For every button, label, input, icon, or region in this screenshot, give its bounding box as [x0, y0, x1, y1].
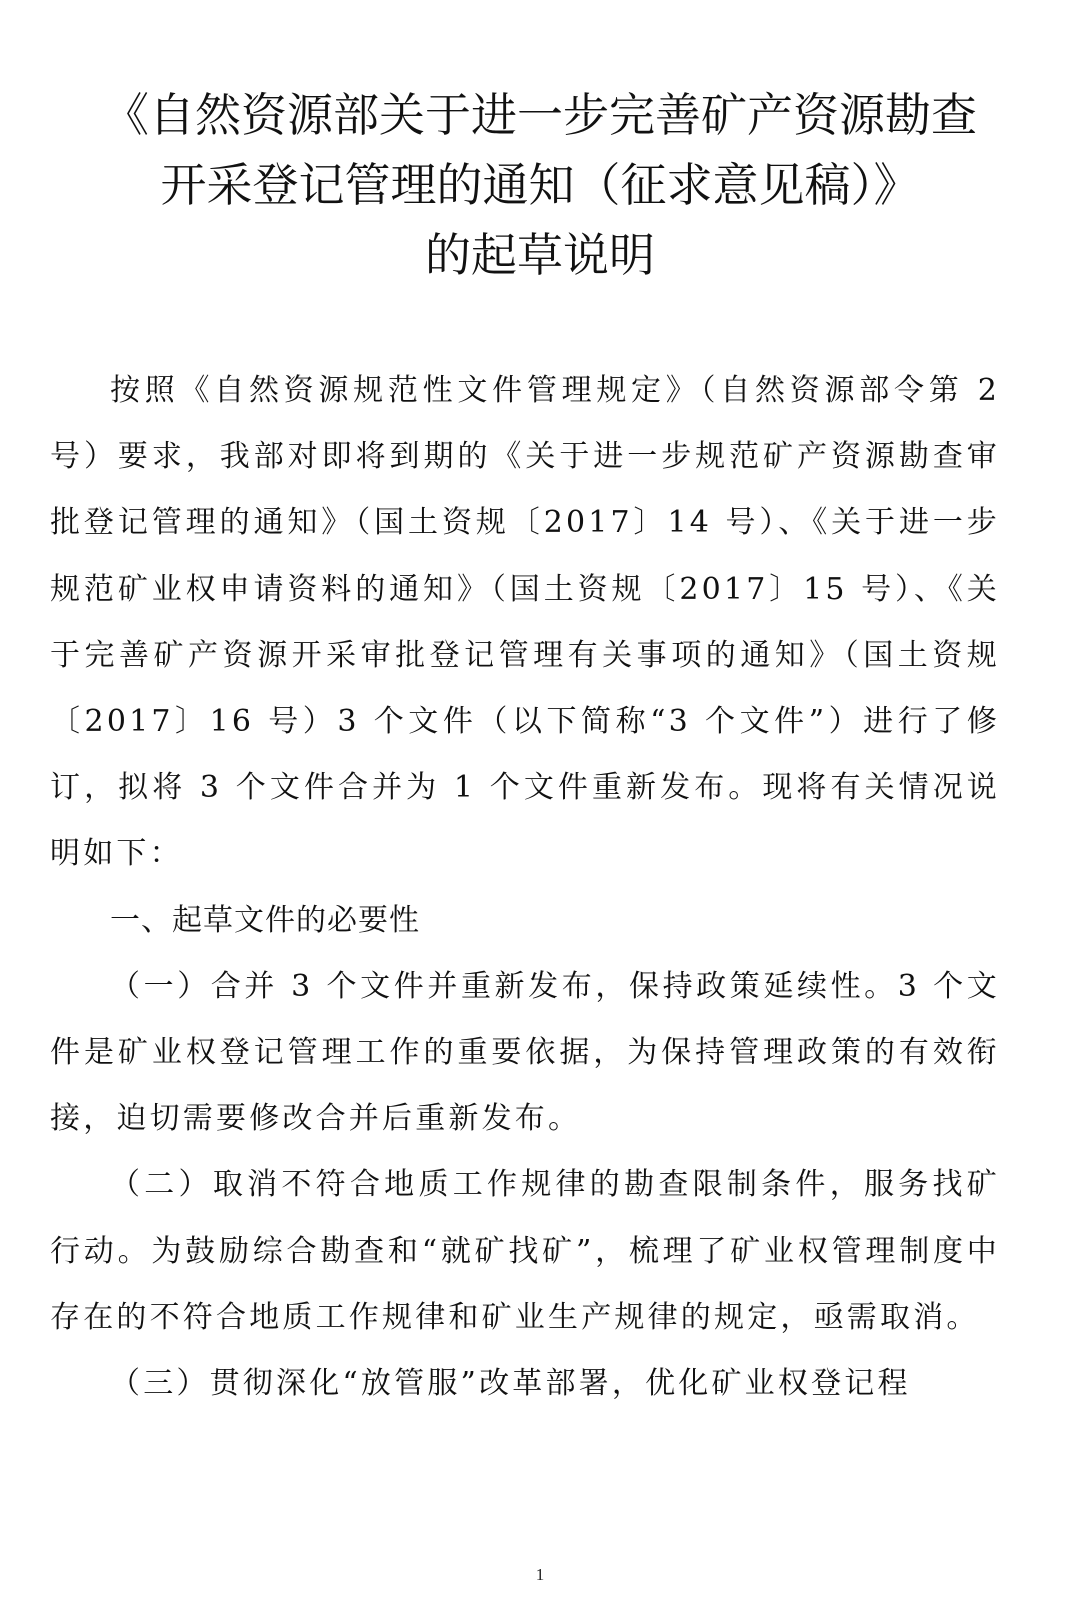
item-paragraph-1: （一）合并 3 个文件并重新发布，保持政策延续性。3 个文件是矿业权登记管理工作的重要依据，为保持管理政策的有效衔接，迫切需要修改合并后重新发布。	[50, 968, 1000, 1137]
document-title	[60, 80, 1020, 290]
title-line-1: 《自然资源部关于进一步完善矿产资源勘查	[103, 88, 977, 142]
section-heading: 一、起草文件的必要性	[110, 902, 420, 938]
page-number: 1	[535, 1565, 545, 1584]
item-paragraph-3: （三）贯彻深化“放管服”改革部署，优化矿业权登记程	[110, 1366, 911, 1402]
title-line-3: 的起草说明	[425, 228, 655, 282]
intro-paragraph: 按照《自然资源规范性文件管理规定》（自然资源部令第 2 号）要求，我部对即将到期的《关于进一步规范矿产资源勘查审批登记管理的通知》（国土资规〔2017〕14 号）、《关于进一步规范矿业权申请资料的通知》（国土资规〔2017〕15 号）、《关于完善矿产资源开采审批登记管理有关事项的通知》（国土资规〔2017〕16 号）3 个文件（以下简称“3 个文件”）进行了修订，拟将 3 个文件合并为 1 个文件重新发布。现将有关情况说明如下：	[50, 373, 1000, 872]
item-paragraph-2: （二）取消不符合地质工作规律的勘查限制条件，服务找矿行动。为鼓励综合勘查和“就矿找矿”，梳理了矿业权管理制度中存在的不符合地质工作规律和矿业生产规律的规定，亟需取消。	[50, 1167, 1000, 1335]
title-line-2: 开采登记管理的通知（征求意见稿）》	[160, 158, 920, 212]
document-body	[50, 358, 1000, 1417]
